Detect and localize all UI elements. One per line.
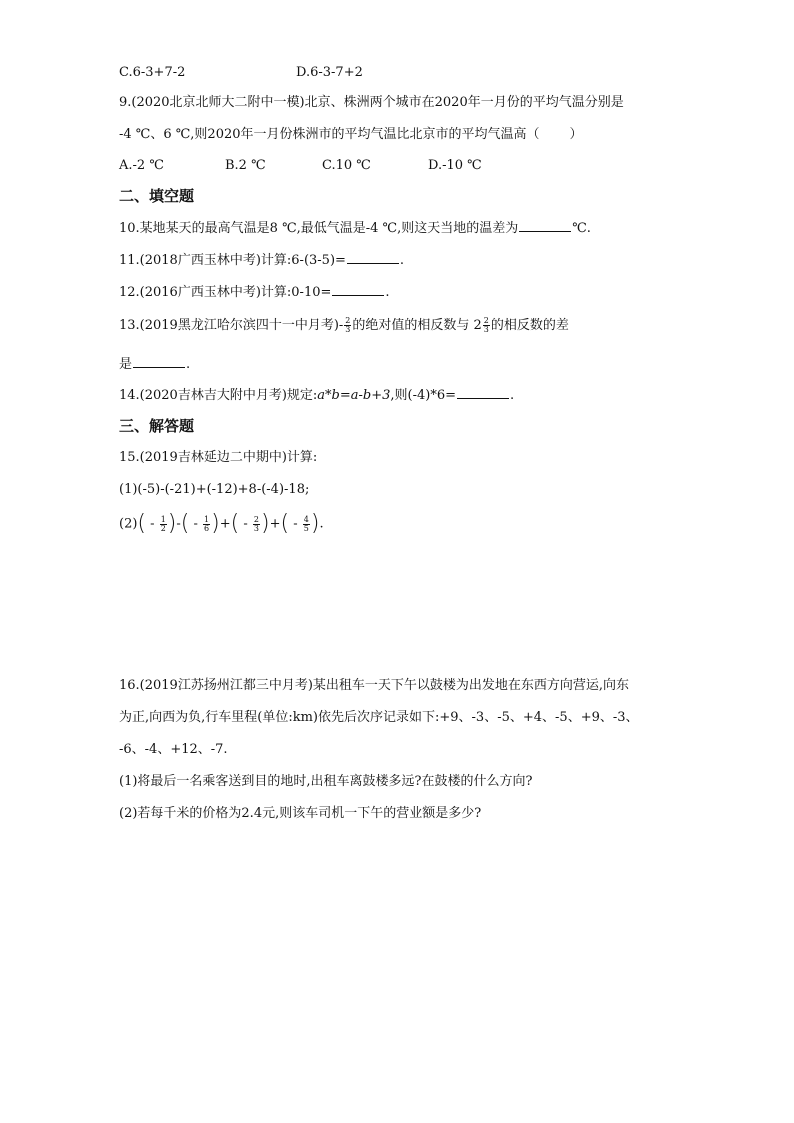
q14: 14.(2020吉林吉大附中月考)规定:a*b=a-b+3,则(-4)*6= . [119,388,515,403]
q15-fraction-4: $\frac{4}{5}$ [303,514,309,533]
q9-line2: -4 ℃、6 ℃,则2020年一月份株洲市的平均气温比北京市的平均气温高（ ） [119,127,583,142]
q13-fraction-1: $\frac{2}{3}$ [345,316,351,334]
q12-blank [332,283,384,296]
q10: 10.某地某天的最高气温是8 ℃,最低气温是-4 ℃,则这天当地的温差为 ℃. [119,221,591,236]
q13-fraction-2: $\frac{2}{3}$ [483,316,489,334]
q9-option-d: D.-10 ℃ [428,158,482,173]
q15-fraction-3: $\frac{2}{3}$ [253,514,259,533]
q15-fraction-1: $\frac{1}{2}$ [160,514,166,533]
q14-blank [457,386,509,399]
q11-blank [347,251,399,264]
q13-blank [133,355,185,368]
q15-title: 15.(2019吉林延边二中期中)计算: [119,450,318,465]
q9-option-b: B.2 ℃ [225,158,266,173]
section-fill-in-heading: 二、填空题 [119,187,195,205]
q9-option-a: A.-2 ℃ [119,158,164,173]
q8-option-d: D.6-3-7+2 [296,65,363,80]
q15-part2: (2)( - $\frac{1}{2}$ )-( - $\frac{1}{6}$ )+( - $\frac{2}{3}$ )+( - $\frac{4}{5}$ ). [119,511,324,536]
q16-line3: -6、-4、+12、-7. [119,742,228,757]
q15-part1: (1)(-5)-(-21)+(-12)+8-(-4)-18; [119,482,310,497]
q16-part1: (1)将最后一名乘客送到目的地时,出租车离鼓楼多远?在鼓楼的什么方向? [119,774,533,789]
q9-line1: 9.(2020北京北师大二附中一模)北京、株洲两个城市在2020年一月份的平均气温分别是 [119,95,624,110]
q12: 12.(2016广西玉林中考)计算:0-10= . [119,285,390,300]
q11: 11.(2018广西玉林中考)计算:6-(3-5)= . [119,253,405,268]
q16-part2: (2)若每千米的价格为2.4元,则该车司机一下午的营业额是多少? [119,806,482,821]
q16-line2: 为正,向西为负,行车里程(单位:km)依先后次序记录如下:+9、-3、-5、+4、-5、+9、-3、 [119,710,639,725]
q15-fraction-2: $\frac{1}{6}$ [204,514,210,533]
q9-option-c: C.10 ℃ [322,158,371,173]
q8-option-c: C.6-3+7-2 [119,65,186,80]
q13-line1: 13.(2019黑龙江哈尔滨四十一中月考)- $\frac{2}{3}$ 的绝对值的相反数与 2 $\frac{2}{3}$ 的相反数的差 [119,316,569,334]
q10-blank [519,219,571,232]
section-answer-heading: 三、解答题 [119,417,195,435]
q13-line2: 是 . [119,357,191,372]
q16-line1: 16.(2019江苏扬州江都三中月考)某出租车一天下午以鼓楼为出发地在东西方向营运,向东 [119,678,630,693]
